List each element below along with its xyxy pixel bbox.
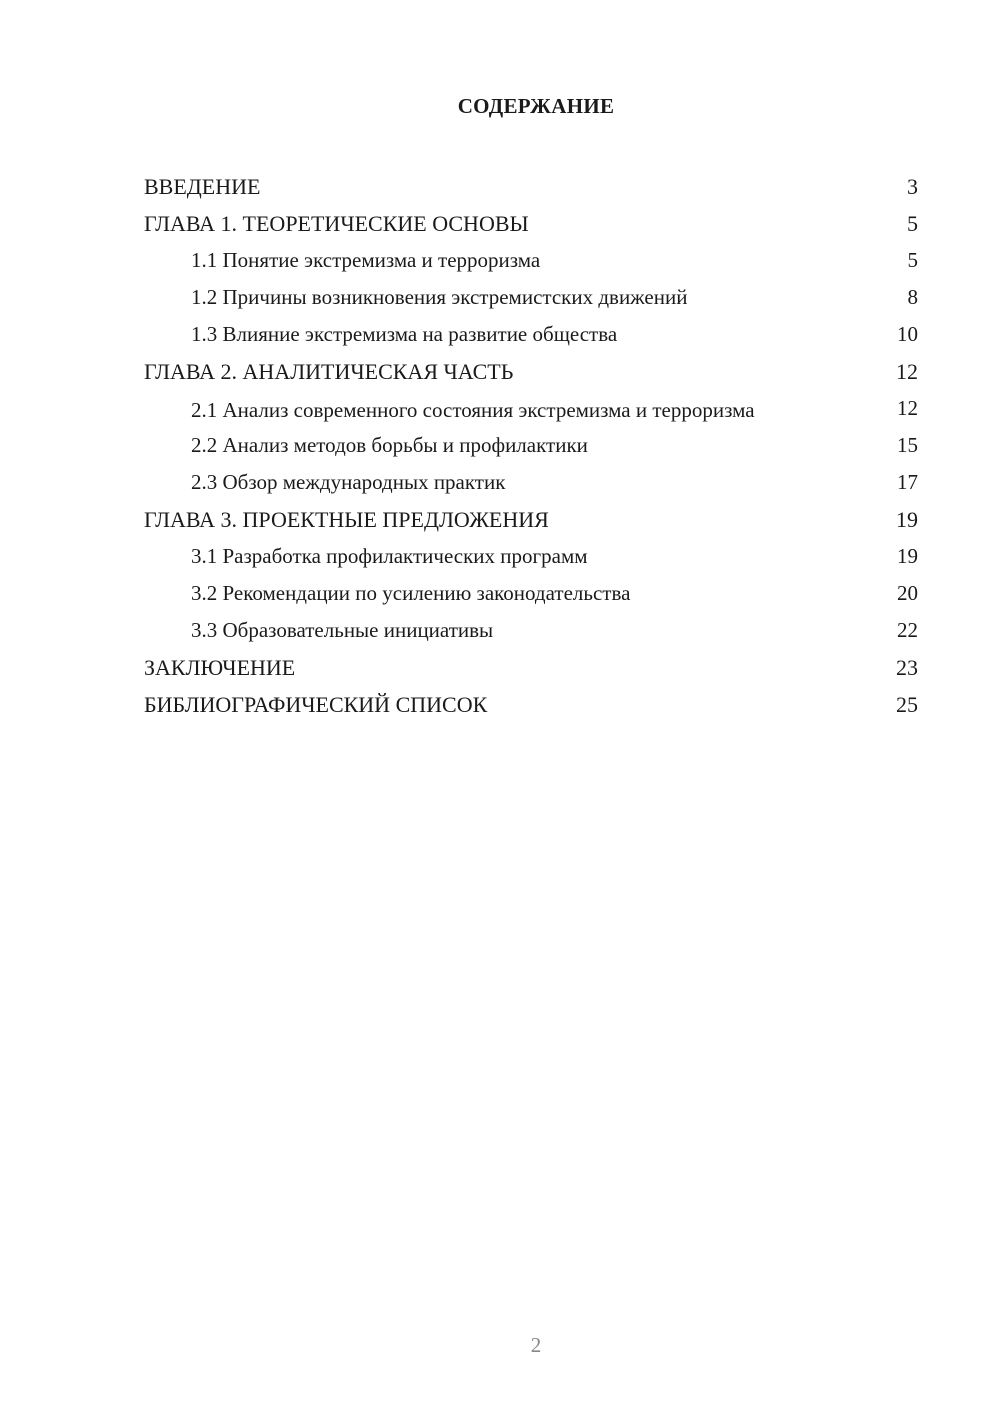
toc-entry-label: ГЛАВА 2. АНАЛИТИЧЕСКАЯ ЧАСТЬ — [144, 359, 514, 384]
toc-entry-introduction[interactable] — [144, 168, 918, 205]
toc-entry-section-1-3[interactable] — [144, 316, 918, 353]
toc-entry-page: 5 — [907, 248, 918, 272]
toc-entry-label: 1.3 Влияние экстремизма на развитие общества — [191, 322, 618, 346]
toc-entry-page: 19 — [896, 507, 918, 532]
toc-entry-conclusion[interactable] — [144, 649, 918, 686]
toc-entry-section-3-3[interactable] — [144, 612, 918, 649]
toc-entry-page: 17 — [897, 470, 918, 494]
toc-entry-page: 15 — [897, 433, 918, 457]
toc-entry-page: 5 — [907, 211, 918, 236]
toc-entry-bibliography[interactable] — [144, 686, 918, 723]
toc-entry-label: 1.1 Понятие экстремизма и терроризма — [191, 248, 541, 272]
toc-entry-label: 3.3 Образовательные инициативы — [191, 618, 494, 642]
table-of-contents — [144, 168, 918, 723]
toc-entry-label: 1.2 Причины возникновения экстремистских движений — [191, 285, 688, 309]
toc-entry-section-2-2[interactable] — [144, 427, 918, 464]
toc-entry-label: ГЛАВА 1. ТЕОРЕТИЧЕСКИЕ ОСНОВЫ — [144, 211, 529, 236]
toc-entry-label: ВВЕДЕНИЕ — [144, 174, 261, 199]
toc-entry-page: 22 — [897, 618, 918, 642]
toc-entry-chapter-2[interactable] — [144, 353, 918, 390]
toc-entry-label: 3.1 Разработка профилактических программ — [191, 544, 588, 568]
toc-entry-page: 3 — [907, 174, 918, 199]
toc-entry-section-3-1[interactable] — [144, 538, 918, 575]
toc-entry-section-1-2[interactable] — [144, 279, 918, 316]
toc-entry-section-1-1[interactable] — [144, 242, 918, 279]
toc-title: СОДЕРЖАНИЕ — [457, 94, 615, 118]
toc-entry-label: 2.2 Анализ методов борьбы и профилактики — [191, 433, 588, 457]
toc-entry-label: ГЛАВА 3. ПРОЕКТНЫЕ ПРЕДЛОЖЕНИЯ — [144, 507, 549, 532]
toc-entry-page: 12 — [897, 396, 918, 420]
toc-entry-page: 23 — [896, 655, 918, 680]
toc-entry-section-2-1[interactable] — [144, 390, 918, 427]
toc-entry-page: 20 — [897, 581, 918, 605]
toc-entry-label: 3.2 Рекомендации по усилению законодательства — [191, 581, 631, 605]
toc-entry-page: 19 — [897, 544, 918, 568]
toc-entry-page: 25 — [896, 692, 918, 717]
page-number: 2 — [530, 1333, 542, 1357]
toc-entry-page: 8 — [907, 285, 918, 309]
toc-entry-label: БИБЛИОГРАФИЧЕСКИЙ СПИСОК — [144, 692, 488, 717]
toc-entry-label: ЗАКЛЮЧЕНИЕ — [144, 655, 296, 680]
toc-entry-label: 2.3 Обзор международных практик — [191, 470, 506, 494]
toc-entry-chapter-3[interactable] — [144, 501, 918, 538]
toc-entry-section-2-3[interactable] — [144, 464, 918, 501]
toc-entry-page: 10 — [897, 322, 918, 346]
toc-entry-chapter-1[interactable] — [144, 205, 918, 242]
toc-entry-page: 12 — [896, 359, 918, 384]
toc-entry-label: 2.1 Анализ современного состояния экстремизма и терроризма — [191, 398, 755, 422]
toc-entry-section-3-2[interactable] — [144, 575, 918, 612]
